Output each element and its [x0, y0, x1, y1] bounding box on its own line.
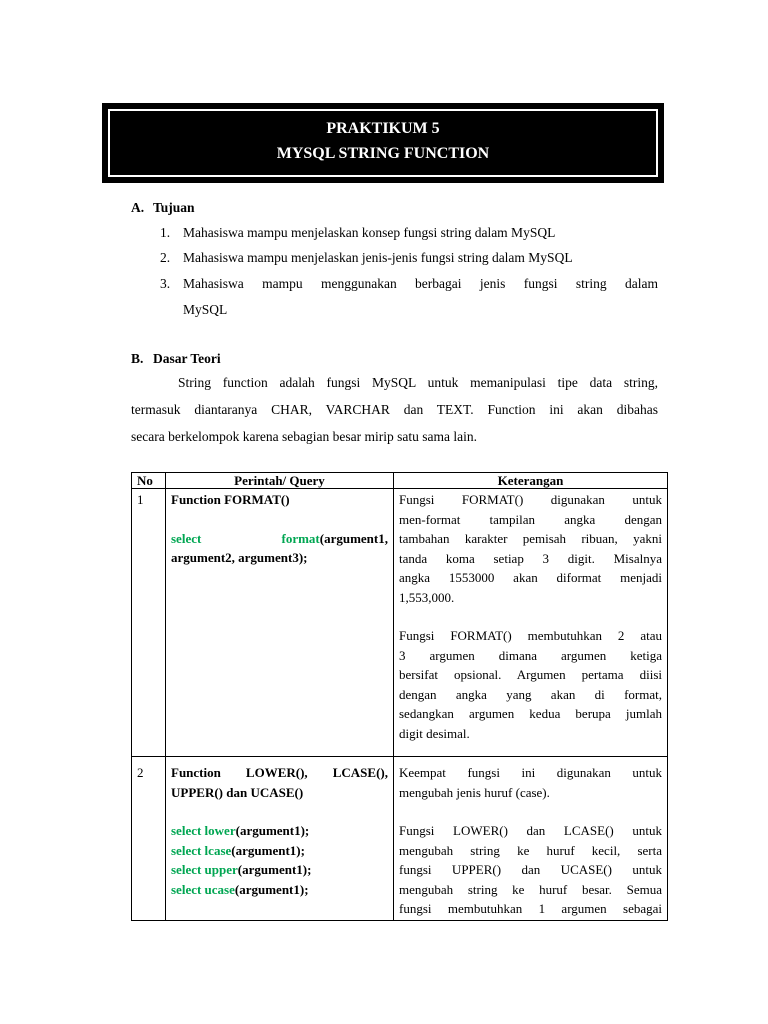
query-cell [166, 757, 394, 921]
desc-cell [394, 489, 668, 757]
desc-line: 3 argumen dimana argumen ketiga [399, 647, 662, 663]
title-banner [102, 103, 664, 183]
function-title: Function FORMAT() [171, 492, 290, 507]
query-line: argument2, argument3); [171, 550, 308, 565]
desc-line: mengubah string ke huruf besar. Semua [399, 881, 662, 897]
desc-line: mengubah jenis huruf (case). [399, 784, 550, 800]
desc-line: Fungsi LOWER() dan LCASE() untuk [399, 823, 662, 838]
paragraph-line: termasuk diantaranya CHAR, VARCHAR dan TEXT. Function ini akan dibahas [131, 402, 658, 417]
query-line: select lower(argument1); [171, 823, 310, 838]
query-line: select lcase(argument1); [171, 842, 305, 858]
section-a-heading: A. Tujuan [131, 200, 195, 215]
table-row [132, 489, 668, 757]
desc-line: digit desimal. [399, 725, 470, 741]
desc-line: sedangkan argumen kedua berupa jumlah [399, 706, 662, 721]
paragraph-line: String function adalah fungsi MySQL untuk memanipulasi tipe data string, [178, 375, 658, 390]
desc-line: bersifat opsional. Argumen pertama diisi [399, 667, 662, 682]
header-no: No [132, 473, 166, 489]
desc-line: fungsi UPPER() dan UCASE() untuk [399, 862, 662, 877]
function-title: UPPER() dan UCASE() [171, 784, 304, 800]
header-desc: Keterangan [394, 473, 668, 489]
desc-line: Keempat fungsi ini digunakan untuk [399, 765, 662, 780]
desc-line: mengubah string ke huruf kecil, serta [399, 842, 662, 858]
query-line: select format(argument1, [171, 530, 388, 546]
desc-line: fungsi membutuhkan 1 argumen sebagai [399, 901, 662, 916]
query-cell [166, 489, 394, 757]
header-query: Perintah/ Query [166, 473, 394, 489]
row-number: 2 [132, 757, 166, 921]
desc-line: men-format tampilan angka dengan [399, 511, 662, 527]
desc-line: Fungsi FORMAT() membutuhkan 2 atau [399, 628, 662, 643]
function-title: Function LOWER(), LCASE(), [171, 765, 388, 780]
desc-line: dengan angka yang akan di format, [399, 686, 662, 702]
desc-line: Fungsi FORMAT() digunakan untuk [399, 492, 662, 507]
desc-line: tanda koma setiap 3 digit. Misalnya [399, 550, 662, 566]
title-line-2: MYSQL STRING FUNCTION [276, 145, 490, 162]
desc-cell [394, 757, 668, 921]
theory-paragraph [131, 375, 658, 455]
section-b-heading: B. Dasar Teori [131, 351, 221, 366]
title-line-1: PRAKTIKUM 5 [326, 120, 440, 137]
table-header-row [132, 473, 668, 489]
table-row [132, 757, 668, 921]
desc-line: angka 1553000 akan diformat menjadi [399, 570, 662, 585]
query-line: select ucase(argument1); [171, 881, 309, 897]
row-number: 1 [132, 489, 166, 757]
desc-line: tambahan karakter pemisah ribuan, yakni [399, 531, 662, 546]
paragraph-line: secara berkelompok karena sebagian besar mirip satu sama lain. [131, 429, 477, 444]
desc-line: 1,553,000. [399, 589, 455, 605]
function-table [131, 472, 668, 921]
query-line: select upper(argument1); [171, 862, 312, 877]
